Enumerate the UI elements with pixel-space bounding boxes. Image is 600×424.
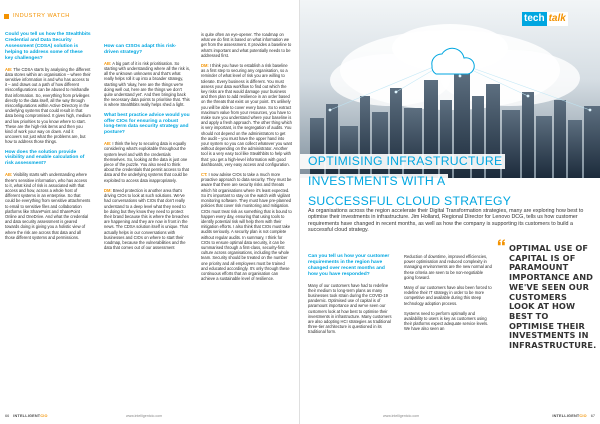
article-column-1 bbox=[5, 32, 91, 245]
speaker-initials: DM: bbox=[201, 63, 209, 69]
headline-line-1: OPTIMISING INFRASTRUCTURE bbox=[300, 154, 505, 169]
right-page bbox=[300, 0, 600, 424]
speaker-initials: AB: bbox=[104, 141, 112, 147]
answer-paragraph bbox=[104, 141, 190, 183]
paragraph-text: is quite often an eye-opener. The roadmap on what we do first is based on what information we get from the assessment. It provides a baseline to what's important and what potentially needs to be addressed first. bbox=[201, 32, 292, 58]
section-label: INDUSTRY WATCH bbox=[13, 13, 70, 19]
speaker-initials: AB: bbox=[104, 60, 112, 66]
paragraph-text: Many of our customers have also been forced to redefine their IT strategy in order to be more competitive and available during this steep technology adoption process. bbox=[404, 285, 492, 306]
techtalk-logo: tech talk bbox=[524, 13, 566, 24]
answer-paragraph bbox=[308, 283, 396, 335]
headline-line-2: INVESTMENTS WITH A bbox=[300, 174, 448, 189]
answer-paragraph bbox=[5, 67, 91, 145]
page-footer-right bbox=[552, 414, 595, 418]
article-headline bbox=[300, 150, 600, 210]
paragraph-text: I think the key to securing data is equally considering what's exploitable throughout the system level and with the credentials themselves. So, looking at the data is just one piece of the puzzle. You also need to think about the credentials that permit access to that data and the underlying systems that could be exploited to access data inappropriately. bbox=[104, 141, 189, 183]
footer-url: www.intelligentcio.com bbox=[126, 414, 163, 418]
answer-paragraph bbox=[404, 311, 492, 332]
speaker-initials: AB: bbox=[5, 172, 13, 178]
speaker-initials: DM: bbox=[104, 187, 112, 193]
question-heading: What best practice advice would you offer CIOs for ensuring a robust long-term data security strategy and posture? bbox=[104, 112, 190, 136]
question-heading: How does the solution provide visibility and enable calculation of risk assessment? bbox=[5, 149, 85, 167]
question-heading: Could you tell us how the Stealthbits Credential and Data Security Assessment (CDSA) solution is helping to address some of these key challenges? bbox=[5, 32, 91, 61]
paragraph-text: I now advise CIOs to take a much more proactive approach to data security. They must be aware that there are security risks and threats which hit organisations where it's least expected. So it's important to stay on the watch with vigilant monitoring software. They must have pre-planned policies that cover risk monitoring and mitigation. CIOs must treat risk as something that is bound to happen every day, ensuring that using tools to identify potential risk will help them with their mitigation efforts. I also think that CIOs must take audits seriously. A security plan is not complete without regular audits. In summary, I think for CIOs to ensure optimal data security, it can be summarised through a first-class, security-first culture across organisations, including the whole team. Security should be treated on the number one priority and all employees must be trained and educated accordingly. It's only through these continuous efforts that an organisation can achieve a sustainable level of resilience. bbox=[201, 172, 292, 282]
publication-brand: INTELLIGENTCIO bbox=[13, 414, 48, 418]
quote-mark-icon bbox=[497, 238, 506, 247]
footer-url: www.intelligentcio.com bbox=[383, 414, 420, 418]
section-kicker bbox=[4, 13, 70, 19]
article-column-1 bbox=[308, 254, 396, 340]
answer-paragraph bbox=[104, 188, 190, 250]
paragraph-text: Many of our customers have had to redefine their medium to long-term plans as many businesses took strain during the COVID-19 pandemic. Optimised use of capital is of paramount importance and we've seen our customers look at how best to optimise their investments in infrastructure. Many customers are also adopting HCI strategies as traditional three-tier architecture is questioned in its traditional form. bbox=[308, 282, 392, 335]
paragraph-text: The CDSA starts by analysing the different data stores within an organisation – where their sensitive information is and who has access to it – and draws out a path of how different misconfigurations can be abused to mishandle that information. So, everything from privileges directly to the data itself, all the way through misconfigurations within Active Directory in the underlying systems that could result in that data being compromised. It gives high, medium and low priorities to you know where to start. These are the high-risk items and then you kind of work your way on down. And it uncovers not just what the problems are, but how to address those things. bbox=[5, 66, 91, 145]
pull-quote: OPTIMAL USE OF CAPITAL IS OF PARAMOUNT IMPORTANCE AND WE'VE SEEN OUR CUSTOMERS LOOK AT HOW BEST TO OPTIMISE THEIR INVESTMENTS IN INFRASTRUCTURE. bbox=[509, 243, 597, 351]
paragraph-text: Visibility starts with understanding where there's sensitive information, who has access to it, what kind of risk is associated with that access and how, across a whole host of different systems in an enterprise. So that could be everything from sensitive attachments to email to sensitive files and collaboration platforms like SharePoint and SharePoint Online and OneDrive. And what the credential and data security assessment is geared towards doing is giving you a holistic view of where the risk are across that data and all those different systems and permissions. bbox=[5, 172, 91, 240]
answer-paragraph bbox=[5, 172, 91, 240]
speaker-initials: CT: bbox=[201, 172, 208, 178]
paragraph-text: Systems need to perform optimally and availability to users is key as customers using their platforms expect adequate service levels. We have also seen an bbox=[404, 310, 489, 332]
article-column-3 bbox=[201, 32, 292, 286]
answer-paragraph bbox=[201, 32, 292, 58]
page-footer-left bbox=[5, 414, 48, 418]
article-standfirst: As organisations across the region accelerate their Digital Transformation strategies, many are exploring how best to optimise their investments in infrastructure. Jim Holland, Regional Director for Lenovo DCG, tells us how customer requirements have changed in recent months, as well as how the company is supporting its customers to build a successful cloud strategy. bbox=[308, 208, 584, 233]
answer-paragraph bbox=[104, 61, 190, 108]
article-column-2 bbox=[404, 254, 492, 337]
question-heading: How can CISOs adapt this risk-driven strategy? bbox=[104, 44, 177, 55]
paragraph-text: A big part of it is risk prioritisation. So starting with understanding where all the risk is, all the unknown unknowns and that's what really helps roll it up into a broader strategy, starting with 'okay, here are the things we're doing well out, here are the things we don't quite understand yet'. And then bringing back the necessary data points to prioritise that. This is where Stealthbits really helps shed a light. bbox=[104, 60, 191, 108]
page-number: 66 bbox=[5, 414, 10, 418]
publication-brand: INTELLIGENTCIO bbox=[552, 414, 587, 418]
answer-paragraph bbox=[201, 172, 292, 281]
answer-paragraph bbox=[201, 63, 292, 167]
paragraph-text: Reduction of downtime, improved efficiencies, power optimisation and reduced complexity in managing environments are the new normal and these criteria are seen to be non-negotiable going forward. bbox=[404, 254, 492, 280]
page-number: 67 bbox=[590, 414, 595, 418]
paragraph-text: Breed protection is another area that's driving CIOs to look at such solutions. We've had conversations with CIOs that don't really understand to a deep level what they need to be doing but they know they need to protect their brand because this is where the breaches are happening and they are now in front in the news. The CDSA solution itself is unique. That actually helps in our conversations with businesses and CIOs on where to start their roadmap, because the vulnerabilities and the data that comes out of our assessment bbox=[104, 187, 189, 251]
article-column-2 bbox=[104, 44, 190, 255]
paragraph-text: I think you have to establish a risk baseline as a first step to securing any organisation, so a reminder of what level of risk you are willing to tolerate. Every business is different. You must assess your data workflow to find out which the key risks are that would damage your business and then plan to add resilience in an order based on the threats that exist on your point. It's unlikely you will be able to cover every base. So to extract maximum value from your resources, you have to make sure you understand where your baseline is and apply a fresh approach. The other thing which is very important, is the segregation of audits. You should not depend on the administrators to get the audit – you must have the upper hand into your system so you can collect whatever you want without depending on the administrator. Another tool is a very easy tool like Stealthbits to help with that: you get a high-level information with good dashboards, very easy access and configuration. bbox=[201, 63, 293, 167]
answer-paragraph bbox=[404, 254, 492, 280]
question-heading: Can you tell us how your customer requirements in the region have changed over recent months and how you have responded? bbox=[308, 254, 390, 277]
speaker-initials: AB: bbox=[5, 66, 13, 72]
headline-line-3: SUCCESSFUL CLOUD STRATEGY bbox=[300, 194, 514, 209]
section-marker-icon bbox=[4, 14, 9, 19]
answer-paragraph bbox=[404, 285, 492, 306]
